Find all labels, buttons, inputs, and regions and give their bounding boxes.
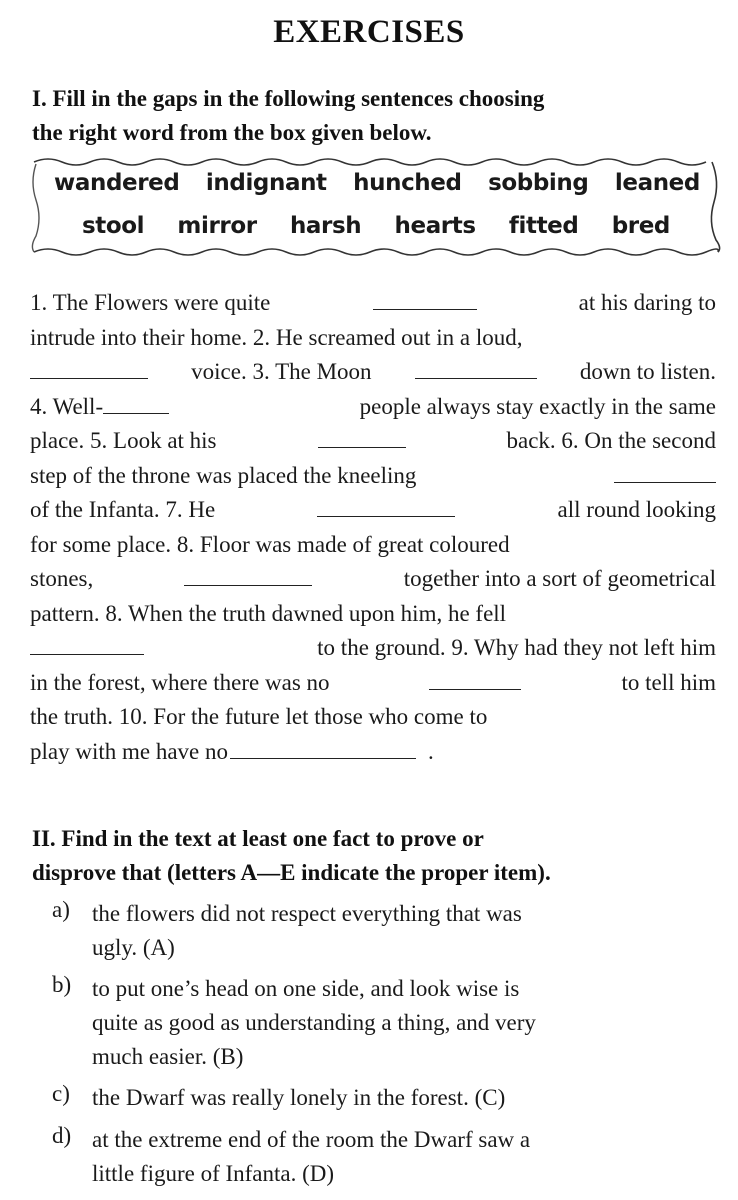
box-word: leaned [614,170,700,196]
answer-gap[interactable] [429,671,521,690]
text-line: pattern. 8. When the truth dawned upon him, he fell [30,600,507,626]
box-word: sobbing [488,170,589,196]
answer-gap[interactable] [373,291,477,310]
word-row-1 [54,170,700,196]
text-line: of the Infanta. 7. He all round looking [30,497,716,522]
text-line: voice. 3. The Moon down to listen. [30,359,716,393]
heading-line: II. Find in the text at least one fact to prove or [32,826,484,851]
text-line: the truth. 10. For the future let those who come to [30,704,488,729]
answer-gap[interactable] [30,360,148,379]
exercise-2-heading [32,822,720,890]
answer-gap[interactable] [614,464,716,483]
box-word: fitted [508,213,579,239]
box-word: mirror [177,213,257,239]
box-word: stool [82,213,145,239]
box-word: bred [611,213,670,239]
exercise-1-heading [32,82,720,150]
answer-gap[interactable] [317,498,455,517]
text-line: to the ground. 9. Why had they not left him [30,635,716,669]
page-title: EXERCISES [273,14,465,50]
text-line: 1. The Flowers were quite at his daring to [30,290,716,315]
text-line: play with me have no . [30,738,434,764]
text-line: stones, together into a sort of geometrical [30,566,716,591]
box-word: hunched [353,170,462,196]
text-line: step of the throne was placed the kneeling [30,463,716,497]
heading-line: I. Fill in the gaps in the following sentences choosing [32,86,545,111]
answer-gap[interactable] [230,740,416,759]
text-line: intrude into their home. 2. He screamed out in a loud, [30,324,523,350]
heading-line: the right word from the box given below. [32,120,432,145]
word-box [28,152,724,262]
box-word: harsh [289,213,362,239]
answer-gap[interactable] [184,567,312,586]
answer-gap[interactable] [30,636,144,655]
scroll-border-icon [28,152,724,262]
text-line: in the forest, where there was no to tell him [30,669,716,695]
box-word: indignant [205,170,327,196]
box-word: hearts [394,213,476,239]
answer-gap[interactable] [415,360,537,379]
box-word: wandered [54,170,180,196]
heading-line: disprove that (letters A—E indicate the proper item). [32,860,551,885]
text-line: for some place. 8. Floor was made of great coloured [30,531,510,557]
word-row-2 [82,213,670,239]
answer-gap[interactable] [318,429,406,448]
answer-gap[interactable] [103,395,169,414]
text-line: 4. Well- people always stay exactly in the same [30,393,716,419]
text-line: place. 5. Look at his back. 6. On the second [30,428,716,453]
